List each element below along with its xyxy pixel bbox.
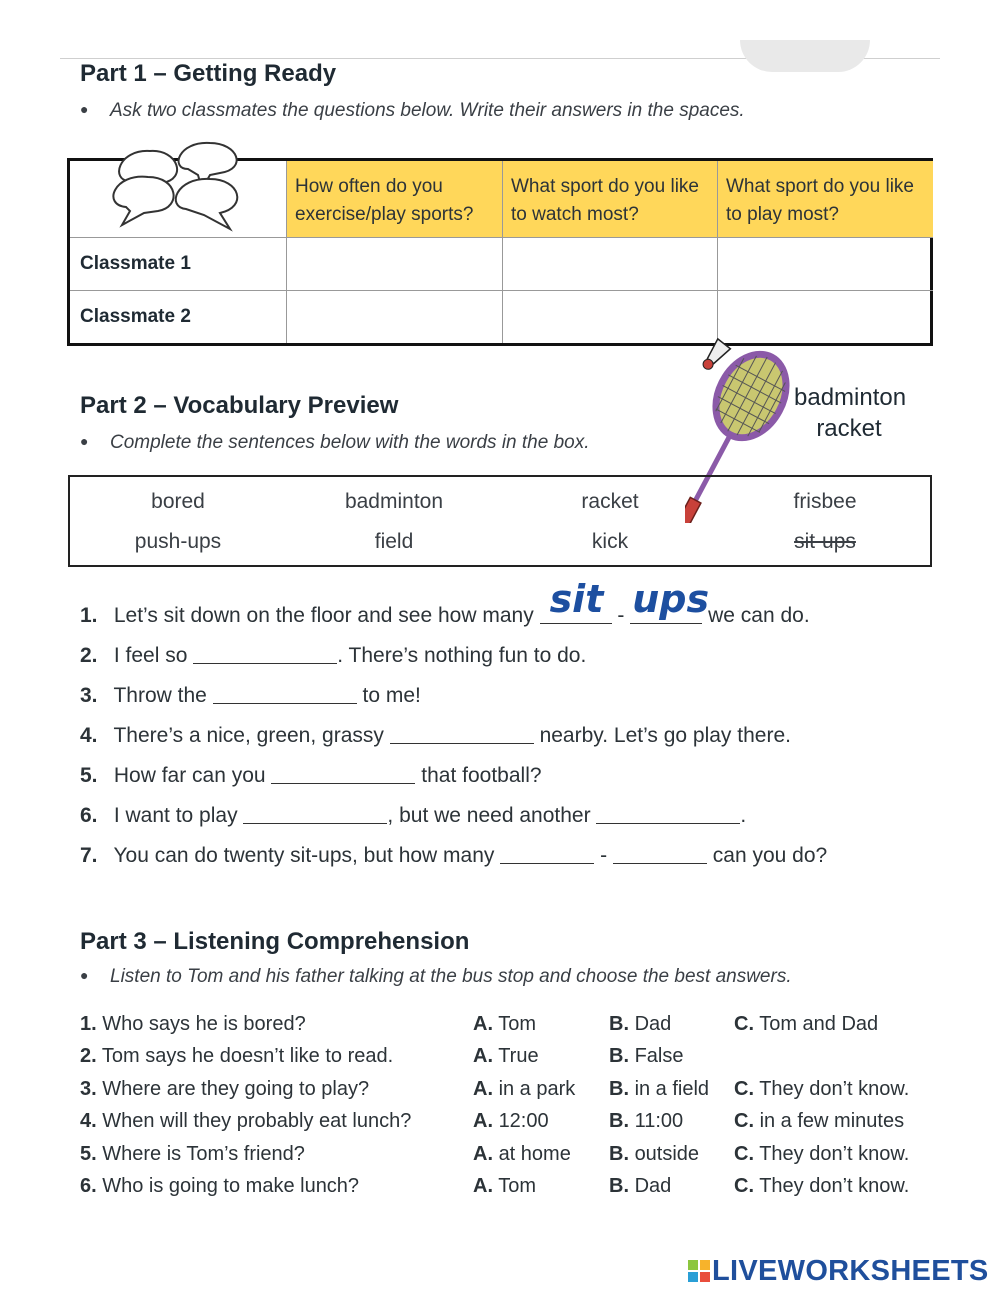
question-3-text: Where are they going to play? (102, 1078, 370, 1100)
sentence-4-number: 4. (80, 724, 98, 747)
option-6c-text: They don’t know. (759, 1175, 910, 1197)
shuttlecock (699, 339, 731, 373)
option-3b-text: in a field (634, 1078, 710, 1100)
word-racket: racket (581, 490, 639, 513)
part3-instruction-text: Listen to Tom and his father talking at the bus stop and choose the best answers. (110, 966, 792, 987)
word-bored: bored (151, 490, 205, 513)
sentence-7 (80, 844, 827, 868)
answer-blank-7b[interactable] (613, 845, 707, 864)
sentence-1-dash: - (617, 604, 625, 627)
option-4c-letter: C. (734, 1110, 754, 1132)
option-2b-text: False (634, 1045, 684, 1067)
option-4b[interactable] (609, 1110, 683, 1133)
answer-blank-1b[interactable] (630, 577, 710, 624)
option-2b[interactable] (609, 1045, 683, 1068)
option-3c-text: They don’t know. (759, 1078, 910, 1100)
option-5b[interactable] (609, 1143, 699, 1166)
option-5b-letter: B. (609, 1143, 629, 1165)
question-3 (80, 1078, 369, 1101)
answer-blank-7a[interactable] (500, 845, 594, 864)
option-4a-text: 12:00 (498, 1110, 549, 1132)
option-6a[interactable] (473, 1175, 536, 1198)
classmate-table (67, 158, 933, 346)
question-6-number: 6. (80, 1175, 97, 1197)
part1-instruction: ● Ask two classmates the questions below. Write their answers in the spaces. (80, 100, 745, 121)
sentence-5-number: 5. (80, 764, 98, 787)
word-box (68, 475, 932, 567)
racket-caption (794, 382, 907, 444)
option-5c-letter: C. (734, 1143, 754, 1165)
sentence-1 (80, 577, 810, 628)
option-2a-letter: A. (473, 1045, 493, 1067)
part1-instruction-text: Ask two classmates the questions below. Write their answers in the spaces. (110, 100, 745, 121)
sentence-7-dash: - (600, 844, 608, 867)
option-6b-letter: B. (609, 1175, 629, 1197)
option-4b-letter: B. (609, 1110, 629, 1132)
option-5b-text: outside (634, 1143, 700, 1165)
option-1c-text: Tom and Dad (759, 1013, 879, 1035)
sentence-3-text: Throw the (113, 684, 207, 707)
option-4a[interactable] (473, 1110, 549, 1133)
sentence-5-text: How far can you (113, 764, 266, 787)
sentence-4 (80, 724, 791, 748)
answer-cell-c1-watch[interactable] (503, 238, 718, 291)
speech-bubbles-cell (70, 161, 287, 238)
question-4-text: When will they probably eat lunch? (102, 1110, 412, 1132)
option-3b[interactable] (609, 1078, 709, 1101)
header-sport-watch: What sport do you like to watch most? (503, 161, 718, 238)
word-badminton: badminton (344, 490, 444, 513)
question-6-text: Who is going to make lunch? (102, 1175, 360, 1197)
speech-bubbles-icon (70, 139, 287, 216)
option-5a-text: at home (498, 1143, 571, 1165)
part3-title: Part 3 – Listening Comprehension (80, 928, 470, 955)
option-4c-text: in a few minutes (759, 1110, 905, 1132)
option-3c[interactable] (734, 1078, 909, 1101)
sentence-5 (80, 764, 542, 788)
option-5c[interactable] (734, 1143, 909, 1166)
question-2 (80, 1045, 393, 1068)
header-sport-play: What sport do you like to play most? (718, 161, 933, 238)
question-2-text: Tom says he doesn’t like to read. (101, 1045, 394, 1067)
option-6b[interactable] (609, 1175, 671, 1198)
part2-instruction: ● Complete the sentences below with the words in the box. (80, 432, 590, 453)
option-1a[interactable] (473, 1013, 536, 1036)
logo-text: LIVEWORKSHEETS (712, 1255, 989, 1287)
sentence-2 (80, 644, 586, 668)
answer-cell-c2-exercise[interactable] (287, 291, 503, 343)
sentence-3 (80, 684, 421, 708)
sentence-7-text: You can do twenty sit-ups, but how many (113, 844, 495, 867)
option-2a-text: True (498, 1045, 539, 1067)
option-3a-letter: A. (473, 1078, 493, 1100)
answer-blank-6b[interactable] (596, 805, 740, 824)
option-1c[interactable] (734, 1013, 878, 1036)
part2-title: Part 2 – Vocabulary Preview (80, 392, 399, 419)
answer-cell-c1-play[interactable] (718, 238, 933, 291)
question-1 (80, 1013, 306, 1036)
question-6 (80, 1175, 359, 1198)
sentence-4-end: nearby. Let’s go play there. (539, 724, 791, 747)
option-6a-text: Tom (498, 1175, 536, 1197)
answer-blank-5[interactable] (271, 765, 415, 784)
word-kick: kick (591, 530, 629, 553)
racket-caption-line2: racket (816, 415, 882, 442)
option-3a[interactable] (473, 1078, 575, 1101)
answer-blank-1a[interactable] (540, 577, 612, 624)
question-5 (80, 1143, 305, 1166)
part3-instruction: ● Listen to Tom and his father talking at the bus stop and choose the best answers. (80, 966, 792, 987)
option-1b-text: Dad (634, 1013, 672, 1035)
option-6a-letter: A. (473, 1175, 493, 1197)
option-5a-letter: A. (473, 1143, 493, 1165)
sentence-6-end: . (740, 804, 747, 827)
sentence-6-text: I want to play (113, 804, 238, 827)
sentence-4-text: There’s a nice, green, grassy (113, 724, 384, 747)
word-field: field (374, 530, 414, 553)
question-2-number: 2. (80, 1045, 97, 1067)
option-1c-letter: C. (734, 1013, 754, 1035)
sentence-6-middle: , but we need another (387, 804, 591, 827)
question-4-number: 4. (80, 1110, 97, 1132)
sentence-1-text: Let’s sit down on the floor and see how many (113, 604, 534, 627)
option-5c-text: They don’t know. (759, 1143, 910, 1165)
option-6b-text: Dad (634, 1175, 672, 1197)
option-6c[interactable] (734, 1175, 909, 1198)
option-1b[interactable] (609, 1013, 671, 1036)
option-3c-letter: C. (734, 1078, 754, 1100)
sentence-3-end: to me! (362, 684, 421, 707)
logo-grid-icon (688, 1260, 710, 1282)
header-exercise-frequency: How often do you exercise/play sports? (287, 161, 503, 238)
sentence-7-number: 7. (80, 844, 98, 867)
word-frisbee: frisbee (793, 490, 857, 513)
sentence-1-number: 1. (80, 604, 98, 627)
word-push-ups: push-ups (134, 530, 222, 553)
option-4b-text: 11:00 (634, 1110, 684, 1132)
liveworksheets-logo[interactable] (688, 1255, 989, 1288)
option-6c-letter: C. (734, 1175, 754, 1197)
sentence-2-number: 2. (80, 644, 98, 667)
answer-blank-2[interactable] (193, 645, 337, 664)
option-3a-text: in a park (498, 1078, 576, 1100)
part1-title: Part 1 – Getting Ready (80, 60, 337, 87)
sentence-5-end: that football? (421, 764, 542, 787)
question-5-text: Where is Tom’s friend? (102, 1143, 305, 1165)
racket-caption-line1: badminton (794, 384, 907, 411)
option-1a-letter: A. (473, 1013, 493, 1035)
answer-1a: sit (549, 577, 604, 621)
question-1-text: Who says he is bored? (102, 1013, 306, 1035)
answer-cell-c1-exercise[interactable] (287, 238, 503, 291)
sentence-3-number: 3. (80, 684, 98, 707)
sentence-2-end: . There’s nothing fun to do. (337, 644, 587, 667)
option-2b-letter: B. (609, 1045, 629, 1067)
answer-1b: ups (632, 577, 710, 621)
row-label-classmate-2: Classmate 2 (70, 291, 287, 343)
option-2a[interactable] (473, 1045, 539, 1068)
corner-decoration (740, 40, 870, 72)
part2-instruction-text: Complete the sentences below with the words in the box. (110, 432, 590, 453)
sentence-6-number: 6. (80, 804, 98, 827)
option-4a-letter: A. (473, 1110, 493, 1132)
answer-blank-3[interactable] (213, 685, 357, 704)
sentence-2-text: I feel so (113, 644, 188, 667)
question-4 (80, 1110, 411, 1133)
sentence-7-end: can you do? (712, 844, 828, 867)
option-3b-letter: B. (609, 1078, 629, 1100)
question-1-number: 1. (80, 1013, 97, 1035)
option-4c[interactable] (734, 1110, 904, 1133)
option-1b-letter: B. (609, 1013, 629, 1035)
sentence-6 (80, 804, 746, 828)
question-3-number: 3. (80, 1078, 97, 1100)
sentence-1-end: we can do. (708, 604, 810, 627)
answer-blank-6a[interactable] (243, 805, 387, 824)
question-5-number: 5. (80, 1143, 97, 1165)
row-label-classmate-1: Classmate 1 (70, 238, 287, 291)
answer-blank-4[interactable] (390, 725, 534, 744)
word-sit-ups-used: sit-ups (794, 530, 856, 553)
option-1a-text: Tom (498, 1013, 536, 1035)
option-5a[interactable] (473, 1143, 571, 1166)
